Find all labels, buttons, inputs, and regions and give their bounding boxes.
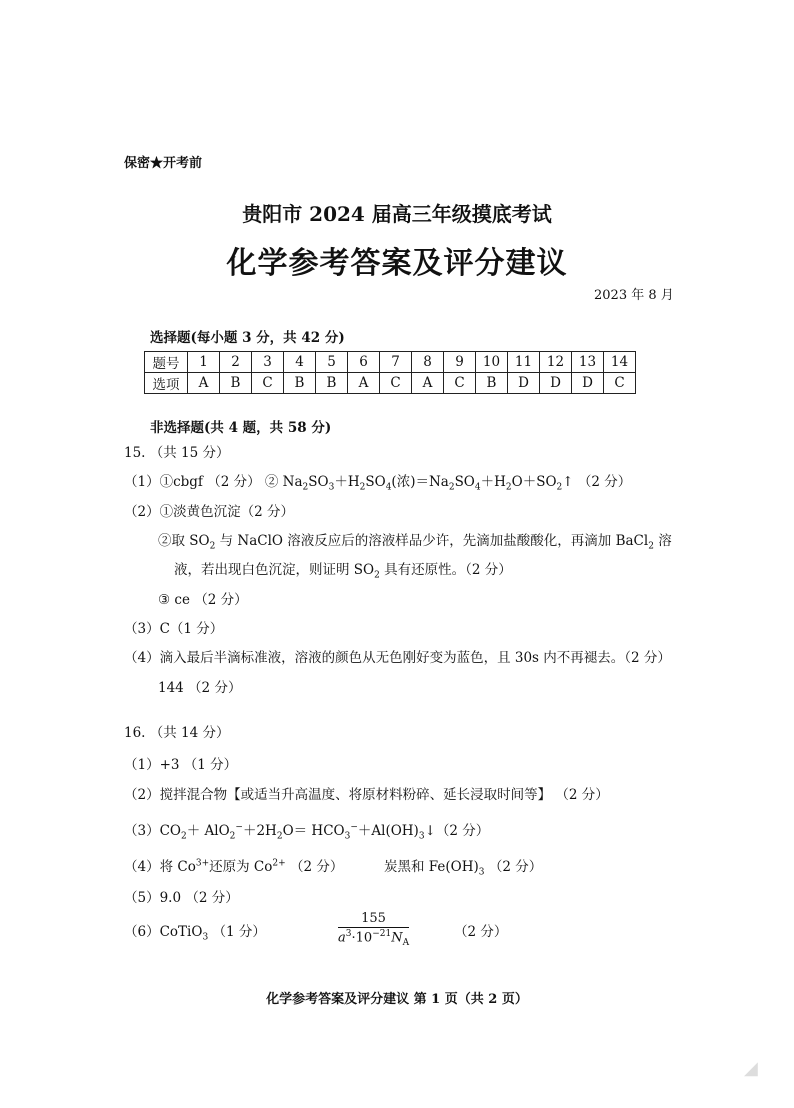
fraction-numerator: 155 — [338, 911, 409, 928]
confidential-mark: 保密★开考前 — [124, 156, 203, 171]
q15-title: 15. （共 15 分） — [124, 445, 230, 461]
answer-cell: C — [444, 373, 476, 394]
q15-answer-4: （4）滴入最后半滴标准液，溶液的颜色从无色刚好变为蓝色，且 30s 内不再褪去。（2 分） — [124, 650, 671, 666]
q16-answer-3: $(3)CO_2+ AlO_2^-+2H_2O=$ $HCO_3^-+Al(OH)_3↓(2$ 分） — [124, 822, 490, 842]
answer-cell: B — [220, 373, 252, 394]
answer-table — [144, 351, 636, 394]
question-number: 13 — [572, 352, 604, 373]
answer-cell: C — [252, 373, 284, 394]
question-number: 9 — [444, 352, 476, 373]
q16-answer-5: （5）9.0 （2 分） — [124, 890, 239, 906]
question-number: 6 — [348, 352, 380, 373]
answer-cell: B — [284, 373, 316, 394]
question-number: 3 — [252, 352, 284, 373]
answer-cell: A — [412, 373, 444, 394]
q15-answer-2-2: ②取 $SO_2$ 与 NaClO 溶液反应后的溶液样品少许，先滴加盐酸酸化，再滴加 BaCl$_2$ 溶 — [158, 533, 672, 552]
q15-answer-1: （1）①cbgf （2 分） ② $Na_2SO_3+H_2SO_4$(浓)$=Na_2SO_4+H_2O+SO_2↑$ （2 分） — [124, 474, 632, 493]
question-number: 7 — [380, 352, 412, 373]
nonchoice-heading: 非选择题(共 4 题，共 58 分) — [150, 420, 332, 436]
q16-answer-6-score: （2 分） — [454, 924, 508, 940]
q16-density-fraction — [338, 911, 409, 948]
q15-answer-3: （3）C（1 分） — [124, 621, 224, 637]
answer-cell: D — [508, 373, 540, 394]
exam-title: 贵阳市 2024 届高三年级摸底考试 — [242, 202, 552, 226]
q16-answer-1: （1）+3 （1 分） — [124, 757, 238, 773]
q16-answer-6: （6）CoTiO$_3$ （1 分） — [124, 924, 266, 943]
question-number: 11 — [508, 352, 540, 373]
question-number-row — [145, 352, 636, 373]
q16-answer-4-b: 炭黑和 $Fe(OH)_3$ （2 分） — [384, 859, 543, 878]
question-number: 5 — [316, 352, 348, 373]
fraction-denominator: $a^3\cdot 10^{-21}N_A$ — [338, 929, 410, 948]
question-number: 10 — [476, 352, 508, 373]
answer-cell: A — [188, 373, 220, 394]
question-number-label: 题号 — [145, 352, 188, 373]
q16-answer-4: （4）将 $Co^{3+}$还原为 $Co^{2+}$ （2 分） — [124, 858, 344, 875]
answer-cell: C — [604, 373, 636, 394]
choice-heading: 选择题(每小题 3 分，共 42 分) — [150, 330, 345, 346]
answer-cell: C — [380, 373, 412, 394]
document-title: 化学参考答案及评分建议 — [226, 246, 568, 281]
question-number: 2 — [220, 352, 252, 373]
question-number: 8 — [412, 352, 444, 373]
answer-cell: D — [572, 373, 604, 394]
answer-cell: D — [540, 373, 572, 394]
q15-answer-2-2-cont: 液，若出现白色沉淀，则证明 $SO_2$ 具有还原性。（2 分） — [174, 562, 512, 581]
question-number: 14 — [604, 352, 636, 373]
q15-answer-2-3: ③ ce （2 分） — [158, 592, 248, 608]
answer-row — [145, 373, 636, 394]
answer-cell: B — [316, 373, 348, 394]
question-number: 1 — [188, 352, 220, 373]
q16-title: 16. （共 14 分） — [124, 725, 230, 741]
question-number: 4 — [284, 352, 316, 373]
answer-cell: B — [476, 373, 508, 394]
q15-answer-2-1: （2）①淡黄色沉淀（2 分） — [124, 504, 294, 520]
question-number: 12 — [540, 352, 572, 373]
answer-label: 选项 — [145, 373, 188, 394]
answer-cell: A — [348, 373, 380, 394]
corner-mark-icon: ◢ — [744, 1058, 758, 1079]
page-footer: 化学参考答案及评分建议 第 1 页（共 2 页） — [266, 992, 528, 1007]
q16-answer-2: （2）搅拌混合物【或适当升高温度、将原材料粉碎、延长浸取时间等】 （2 分） — [124, 787, 609, 803]
q15-answer-4-value: 144 （2 分） — [158, 680, 242, 696]
document-date: 2023 年 8 月 — [594, 288, 674, 303]
